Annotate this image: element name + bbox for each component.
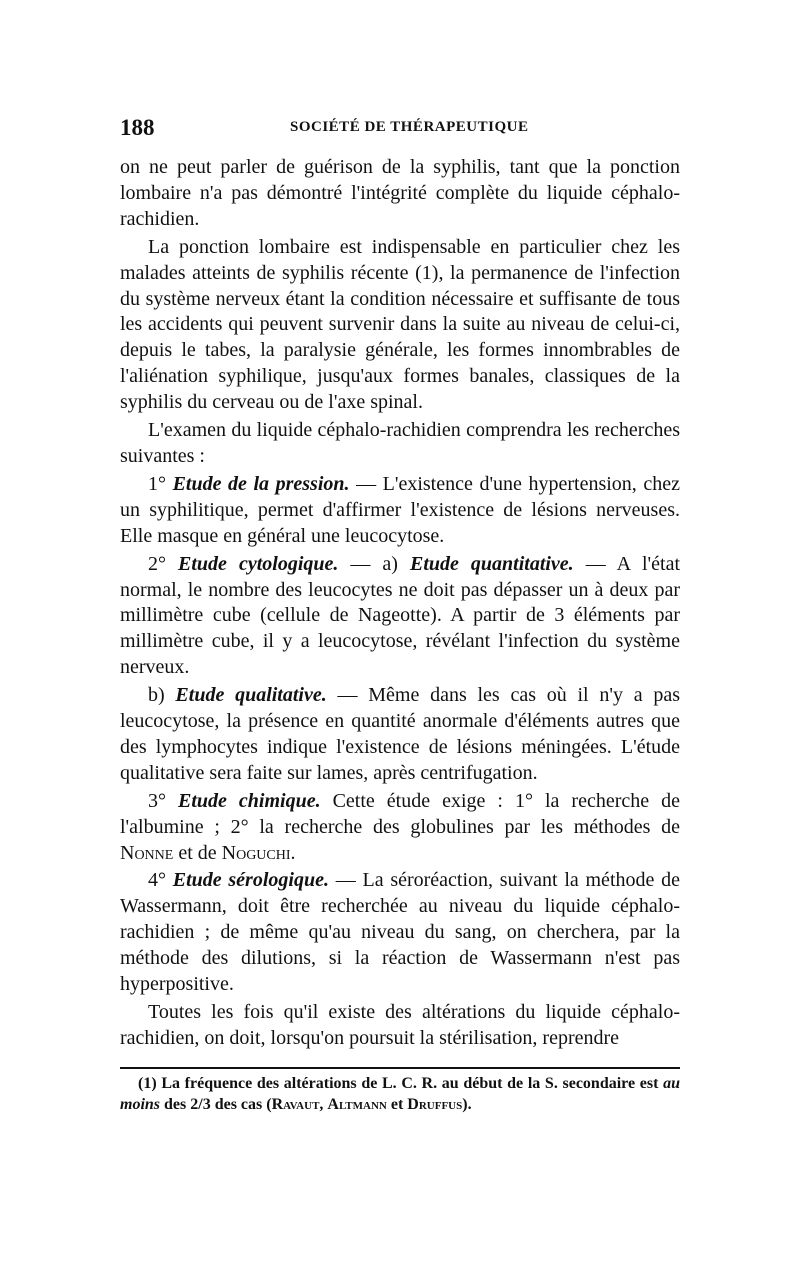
subsection-marker: b) <box>148 684 176 707</box>
paragraph <box>120 418 680 470</box>
footnote <box>120 1073 680 1115</box>
paragraph-text: et de <box>173 841 222 864</box>
footnote-divider <box>120 1067 680 1069</box>
paragraph <box>120 235 680 416</box>
author-name: Noguchi <box>221 841 291 864</box>
footnote-emphasis: au moins <box>120 1075 680 1113</box>
page-number: 188 <box>120 115 155 140</box>
author-name: Altmann <box>327 1096 387 1113</box>
paragraph-text: L'examen du liquide céphalo-rachidien comprendra les recherches suivantes : <box>120 419 680 467</box>
paragraph <box>120 155 680 233</box>
section-qualitative <box>120 683 680 787</box>
paragraph <box>120 1000 680 1052</box>
paragraph-text: — Même dans les cas où il n'y a pas leucocytose, la présence en quantité anormale d'éléments autres que des lymphocytes indique l'existence de lésions méningées. L'étude qualitative sera faite sur lames, après centrifugation. <box>120 684 680 784</box>
section-heading: Etude chimique. <box>178 789 321 812</box>
paragraph-text: Toutes les fois qu'il existe des altérations du liquide céphalo-rachidien, on doit, lorsqu'on poursuit la stérilisation, reprendre <box>120 1001 680 1049</box>
section-serologique <box>120 868 680 998</box>
author-name: Ravaut <box>271 1096 320 1113</box>
section-pression <box>120 472 680 550</box>
subsection-heading: Etude qualitative. <box>175 684 327 707</box>
paragraph-text: — A l'état normal, le nombre des leucocytes ne doit pas dépasser un à deux par millimètre cube (cellule de Nageotte). A partir de 3 éléments par millimètre cube, il y a leucocytose, révélant l'infection du système nerveux. <box>120 552 681 679</box>
section-heading: Etude de la pression. <box>172 472 350 495</box>
paragraph-text: — La séroréaction, suivant la méthode de Wassermann, doit être recherchée au niveau du liquide céphalo-rachidien ; de même qu'au niveau du sang, on cherchera, par la méthode des dilutions, si la réaction de Wassermann n'est pas hyperpositive. <box>120 869 681 996</box>
paragraph-text: — L'existence d'une hypertension, chez un syphilitique, permet d'affirmer l'existence de lésions nerveuses. Elle masque en général une leucocytose. <box>120 472 680 547</box>
paragraph-text: La ponction lombaire est indispensable en particulier chez les malades atteints de syphilis récente (1), la permanence de l'infection du système nerveux étant la condition nécessaire et suffisante de tous les accidents qui peuvent survenir dans la suite au niveau de celui-ci, depuis le tabes, la paralysie générale, les formes innombrables de l'aliénation syphilique, jusqu'aux formes banales, classiques de la syphilis du cerveau ou de l'axe spinal. <box>120 235 680 414</box>
footnote-segment: (1) La fréquence des altérations de L. C. R. au début de la S. secondaire est <box>138 1075 664 1092</box>
paragraph-text: Cette étude exige : 1° la recherche de l'albumine ; 2° la recherche des globulines par les méthodes de <box>120 789 680 838</box>
footnote-segment: ). <box>462 1096 472 1113</box>
subsection-marker: — a) <box>338 552 410 575</box>
author-name: Druffus <box>407 1096 463 1113</box>
section-heading: Etude cytologique. <box>178 552 339 575</box>
section-cytologique <box>120 552 680 682</box>
footnote-segment: et <box>386 1096 408 1113</box>
section-chimique <box>120 789 680 867</box>
footnote-segment: des 2/3 des cas ( <box>160 1096 272 1113</box>
paragraph-text: . <box>290 841 296 864</box>
section-heading: Etude sérologique. <box>172 869 329 892</box>
footnote-segment: , <box>319 1096 328 1113</box>
section-number: 3° <box>148 789 178 812</box>
section-number: 4° <box>148 869 173 892</box>
paragraph-text: on ne peut parler de guérison de la syphilis, tant que la ponction lombaire n'a pas démontré l'intégrité complète du liquide céphalo-rachidien. <box>120 156 680 230</box>
author-name: Nonne <box>120 841 174 864</box>
body-text <box>120 155 680 1052</box>
section-number: 2° <box>148 552 179 575</box>
page-header <box>120 115 680 145</box>
footnote-text <box>120 1073 680 1115</box>
section-number: 1° <box>148 472 173 495</box>
running-title: SOCIÉTÉ DE THÉRAPEUTIQUE <box>290 119 529 135</box>
subsection-heading: Etude quantitative. <box>409 552 574 575</box>
